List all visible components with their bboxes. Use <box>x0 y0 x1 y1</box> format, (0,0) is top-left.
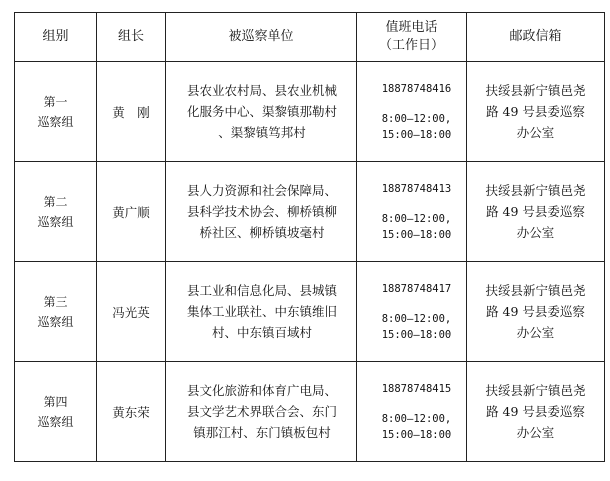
address-line: 办公室 <box>516 225 555 240</box>
header-group: 组别 <box>15 13 97 62</box>
group-cell <box>15 362 97 462</box>
address-cell <box>467 362 605 462</box>
unit-line: 县农业农村局、县农业机械 <box>186 83 337 98</box>
unit-cell <box>166 262 357 362</box>
address-line: 办公室 <box>516 425 555 440</box>
table-header-row <box>15 13 605 62</box>
phone-number[interactable]: 18878748415 <box>381 382 452 395</box>
unit-line: 桥社区、柳桥镇坡毫村 <box>199 225 325 240</box>
address-line: 路 49 号县委巡察 <box>486 104 585 119</box>
group-name: 第三 <box>43 294 68 309</box>
hours-afternoon: 15:00—18:00 <box>381 128 452 141</box>
phone-cell <box>357 62 467 162</box>
group-cell <box>15 62 97 162</box>
unit-line: 、渠黎镇笃邦村 <box>218 125 306 140</box>
address-line: 路 49 号县委巡察 <box>486 404 585 419</box>
inspection-schedule-table <box>14 12 605 462</box>
phone-cell <box>357 362 467 462</box>
address-line: 扶绥县新宁镇邑尧 <box>485 283 586 298</box>
hours-afternoon: 15:00—18:00 <box>381 328 452 341</box>
phone-number[interactable]: 18878748416 <box>381 82 452 95</box>
leader-cell: 黄广顺 <box>97 162 166 262</box>
header-address: 邮政信箱 <box>467 13 605 62</box>
group-cell <box>15 162 97 262</box>
unit-cell <box>166 62 357 162</box>
address-cell <box>467 262 605 362</box>
hours-afternoon: 15:00—18:00 <box>381 428 452 441</box>
address-line: 办公室 <box>516 325 555 340</box>
leader-cell: 黄 刚 <box>97 62 166 162</box>
unit-line: 县科学技术协会、柳桥镇柳 <box>186 204 337 219</box>
table-row <box>15 362 605 462</box>
header-leader: 组长 <box>97 13 166 62</box>
address-line: 路 49 号县委巡察 <box>486 304 585 319</box>
group-suffix: 巡察组 <box>37 414 74 429</box>
phone-cell <box>357 262 467 362</box>
group-suffix: 巡察组 <box>37 314 74 329</box>
table-row <box>15 162 605 262</box>
header-phone-note: （工作日） <box>378 38 444 53</box>
unit-cell <box>166 162 357 262</box>
phone-number[interactable]: 18878748413 <box>381 182 452 195</box>
header-unit: 被巡察单位 <box>166 13 357 62</box>
table-row <box>15 62 605 162</box>
address-line: 扶绥县新宁镇邑尧 <box>485 83 586 98</box>
unit-line: 县文化旅游和体育广电局、 <box>186 383 337 398</box>
address-line: 办公室 <box>516 125 555 140</box>
group-name: 第二 <box>43 194 68 209</box>
unit-line: 县工业和信息化局、县城镇 <box>186 283 337 298</box>
address-line: 扶绥县新宁镇邑尧 <box>485 383 586 398</box>
address-cell <box>467 62 605 162</box>
unit-line: 村、中东镇百域村 <box>211 325 312 340</box>
leader-cell: 冯光英 <box>97 262 166 362</box>
table-row <box>15 262 605 362</box>
unit-line: 县文学艺术界联合会、东门 <box>186 404 337 419</box>
address-line: 路 49 号县委巡察 <box>486 204 585 219</box>
group-name: 第四 <box>43 394 68 409</box>
phone-number[interactable]: 18878748417 <box>381 282 452 295</box>
phone-cell <box>357 162 467 262</box>
hours-morning: 8:00—12:00, <box>381 412 452 425</box>
hours-morning: 8:00—12:00, <box>381 212 452 225</box>
unit-line: 镇那江村、东门镇板包村 <box>193 425 331 440</box>
group-suffix: 巡察组 <box>37 214 74 229</box>
header-phone <box>357 13 467 62</box>
unit-line: 化服务中心、渠黎镇那勒村 <box>186 104 337 119</box>
hours-morning: 8:00—12:00, <box>381 112 452 125</box>
hours-afternoon: 15:00—18:00 <box>381 228 452 241</box>
header-phone-title: 值班电话 <box>385 20 438 35</box>
unit-cell <box>166 362 357 462</box>
unit-line: 集体工业联社、中东镇维旧 <box>186 304 337 319</box>
hours-morning: 8:00—12:00, <box>381 312 452 325</box>
group-cell <box>15 262 97 362</box>
group-suffix: 巡察组 <box>37 114 74 129</box>
address-line: 扶绥县新宁镇邑尧 <box>485 183 586 198</box>
unit-line: 县人力资源和社会保障局、 <box>186 183 337 198</box>
address-cell <box>467 162 605 262</box>
leader-cell: 黄东荣 <box>97 362 166 462</box>
group-name: 第一 <box>43 94 68 109</box>
